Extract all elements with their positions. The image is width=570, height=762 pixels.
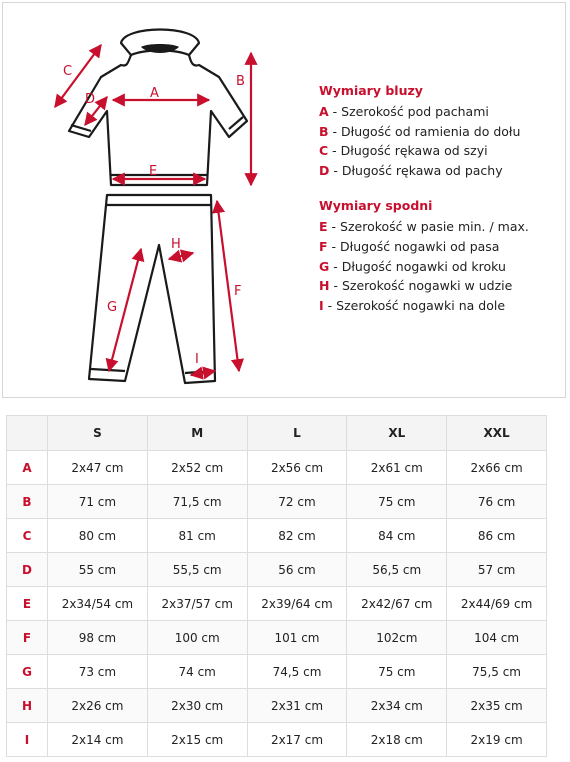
legend-item: C - Długość rękawa od szyi: [319, 143, 488, 159]
table-cell: 2x37/57 cm: [147, 587, 247, 621]
table-cell: 2x35 cm: [447, 689, 547, 723]
table-cell: 2x14 cm: [48, 723, 148, 757]
table-cell: 71,5 cm: [147, 485, 247, 519]
table-cell: 102cm: [347, 621, 447, 655]
table-cell: 2x61 cm: [347, 451, 447, 485]
table-cell: 2x34 cm: [347, 689, 447, 723]
pants-legend-title: Wymiary spodni: [319, 198, 433, 214]
table-cell: 100 cm: [147, 621, 247, 655]
label-f: F: [234, 284, 242, 299]
size-table: [6, 415, 547, 757]
legend-key: D: [319, 162, 330, 178]
size-guide-panel: [2, 2, 566, 398]
row-key: G: [7, 655, 48, 689]
table-cell: 57 cm: [447, 553, 547, 587]
label-a: A: [150, 86, 159, 101]
legend-key: H: [319, 278, 330, 294]
legend-key: F: [319, 238, 328, 254]
table-cell: 2x47 cm: [48, 451, 148, 485]
label-e: E: [149, 164, 158, 179]
measurement-legend: [319, 83, 559, 315]
legend-text: Szerokość nogawki na dole: [336, 297, 506, 313]
legend-item: G - Długość nogawki od kroku: [319, 258, 506, 274]
table-row: [7, 451, 547, 485]
table-cell: 76 cm: [447, 485, 547, 519]
legend-text: Długość rękawa od pachy: [341, 162, 503, 178]
label-d: D: [85, 92, 96, 107]
table-cell: 2x42/67 cm: [347, 587, 447, 621]
table-cell: 2x31 cm: [247, 689, 347, 723]
legend-text: Szerokość pod pachami: [341, 104, 489, 119]
legend-key: I: [319, 297, 324, 313]
table-cell: 56,5 cm: [347, 553, 447, 587]
row-key: B: [7, 485, 48, 519]
table-cell: 55,5 cm: [147, 553, 247, 587]
table-row: [7, 485, 547, 519]
table-cell: 73 cm: [48, 655, 148, 689]
size-header: XXL: [447, 416, 547, 451]
table-cell: 55 cm: [48, 553, 148, 587]
legend-item: F - Długość nogawki od pasa: [319, 238, 500, 254]
label-b: B: [236, 74, 245, 89]
hoodie-legend-title: Wymiary bluzy: [319, 83, 423, 98]
table-cell: 71 cm: [48, 485, 148, 519]
table-cell: 75 cm: [347, 485, 447, 519]
row-key: C: [7, 519, 48, 553]
table-cell: 72 cm: [247, 485, 347, 519]
table-cell: 82 cm: [247, 519, 347, 553]
legend-item: A - Szerokość pod pachami: [319, 104, 489, 119]
size-header-row: [7, 416, 547, 451]
legend-text: Szerokość w pasie min. / max.: [340, 219, 529, 235]
table-row: [7, 723, 547, 757]
table-cell: 104 cm: [447, 621, 547, 655]
table-cell: 84 cm: [347, 519, 447, 553]
table-cell: 74,5 cm: [247, 655, 347, 689]
table-row: [7, 621, 547, 655]
legend-item: B - Długość od ramienia do dołu: [319, 123, 521, 139]
size-header: L: [247, 416, 347, 451]
pants-legend-list: [319, 217, 559, 315]
legend-key: E: [319, 219, 328, 235]
label-c: C: [63, 64, 73, 79]
legend-text: Długość od ramienia do dołu: [341, 123, 521, 139]
table-cell: 2x26 cm: [48, 689, 148, 723]
legend-text: Długość nogawki od kroku: [341, 258, 506, 274]
row-key: I: [7, 723, 48, 757]
table-cell: 101 cm: [247, 621, 347, 655]
legend-item: D - Długość rękawa od pachy: [319, 162, 503, 178]
table-cell: 2x39/64 cm: [247, 587, 347, 621]
row-key: A: [7, 451, 48, 485]
table-cell: 2x18 cm: [347, 723, 447, 757]
table-cell: 2x17 cm: [247, 723, 347, 757]
table-cell: 2x66 cm: [447, 451, 547, 485]
table-row: [7, 519, 547, 553]
table-cell: 2x52 cm: [147, 451, 247, 485]
legend-text: Długość rękawa od szyi: [340, 143, 488, 159]
row-key: D: [7, 553, 48, 587]
table-cell: 98 cm: [48, 621, 148, 655]
legend-item: I - Szerokość nogawki na dole: [319, 297, 506, 313]
table-cell: 2x30 cm: [147, 689, 247, 723]
arrow-h: [169, 253, 193, 259]
row-key: E: [7, 587, 48, 621]
legend-key: A: [319, 104, 329, 119]
table-row: [7, 655, 547, 689]
tracksuit-diagram: [3, 3, 303, 397]
legend-text: Szerokość nogawki w udzie: [341, 278, 513, 294]
label-g: G: [107, 300, 118, 315]
legend-key: C: [319, 143, 329, 159]
table-cell: 2x19 cm: [447, 723, 547, 757]
table-cell: 80 cm: [48, 519, 148, 553]
table-cell: 75,5 cm: [447, 655, 547, 689]
table-row: [7, 587, 547, 621]
row-key: H: [7, 689, 48, 723]
legend-text: Długość nogawki od pasa: [340, 238, 500, 254]
table-cell: 2x15 cm: [147, 723, 247, 757]
corner-cell: [7, 416, 48, 451]
legend-item: H - Szerokość nogawki w udzie: [319, 278, 513, 294]
table-row: [7, 689, 547, 723]
size-header: XL: [347, 416, 447, 451]
table-cell: 2x44/69 cm: [447, 587, 547, 621]
table-cell: 2x34/54 cm: [48, 587, 148, 621]
legend-key: B: [319, 123, 329, 139]
size-header: M: [147, 416, 247, 451]
table-cell: 2x56 cm: [247, 451, 347, 485]
label-h: H: [171, 237, 181, 252]
table-cell: 74 cm: [147, 655, 247, 689]
table-row: [7, 553, 547, 587]
table-cell: 56 cm: [247, 553, 347, 587]
row-key: F: [7, 621, 48, 655]
table-cell: 86 cm: [447, 519, 547, 553]
legend-item: E - Szerokość w pasie min. / max.: [319, 219, 529, 235]
table-cell: 81 cm: [147, 519, 247, 553]
size-header: S: [48, 416, 148, 451]
label-i: I: [195, 352, 199, 367]
table-cell: 75 cm: [347, 655, 447, 689]
hoodie-legend-list: [319, 102, 559, 180]
legend-key: G: [319, 258, 330, 274]
